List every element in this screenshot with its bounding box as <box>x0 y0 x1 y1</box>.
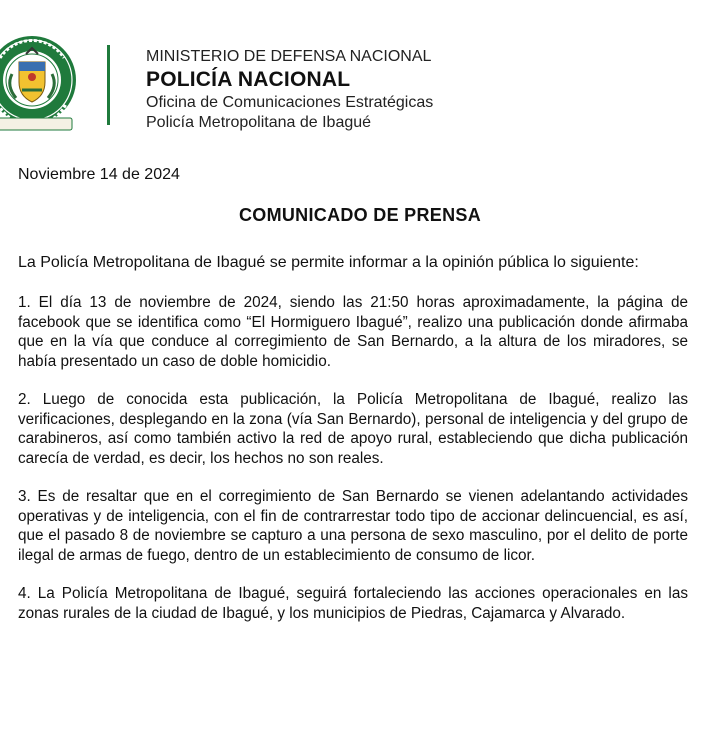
police-name: POLICÍA NACIONAL <box>146 68 351 91</box>
statement-item-4: 4. La Policía Metropolitana de Ibagué, seguirá fortaleciendo las acciones operacionales en las zonas rurales de la ciudad de Ibagué, y los municipios de Piedras, Cajamarca y Alvarado. <box>18 585 688 622</box>
statement-item-2: 2. Luego de conocida esta publicación, la Policía Metropolitana de Ibagué, realizo las verificaciones, desplegando en la zona (vía San Bernardo), personal de inteligencia y del grupo de carabineros, así como también activo la red de apoyo rural, estableciendo que dicha publicación carecía de verdad, es decir, los hechos no son reales. <box>18 391 688 467</box>
statement-list <box>18 293 688 642</box>
unit-name: Policía Metropolitana de Ibagué <box>146 114 372 131</box>
letterhead <box>0 0 720 150</box>
office-name: Oficina de Comunicaciones Estratégicas <box>146 94 434 111</box>
intro-paragraph: La Policía Metropolitana de Ibagué se permite informar a la opinión pública lo siguiente: <box>18 254 639 271</box>
document-date: Noviembre 14 de 2024 <box>18 166 180 183</box>
statement-item-3: 3. Es de resaltar que en el corregimiento de San Bernardo se vienen adelantando actividades operativas y de inteligencia, con el fin de contrarrestar todo tipo de accionar delincuencial, es así, que el pasado 8 de noviembre se capturo a una persona de sexo masculino, por el delito de porte ilegal de armas de fuego, dentro de un establecimiento de consumo de licor. <box>18 488 688 564</box>
ministry-name: MINISTERIO DE DEFENSA NACIONAL <box>146 48 432 65</box>
police-seal-icon <box>0 30 78 134</box>
organization-block <box>146 47 433 133</box>
document-title: COMUNICADO DE PRENSA <box>238 205 481 225</box>
header-divider <box>107 45 110 125</box>
statement-item-1: 1. El día 13 de noviembre de 2024, siendo las 21:50 horas aproximadamente, la página de facebook que se identifica como “El Hormiguero Ibagué”, realizo una publicación donde afirmaba que en la vía que conduce al corregimiento de San Bernardo, a la altura de los miradores, se había presentado un caso de doble homicidio. <box>18 294 688 370</box>
